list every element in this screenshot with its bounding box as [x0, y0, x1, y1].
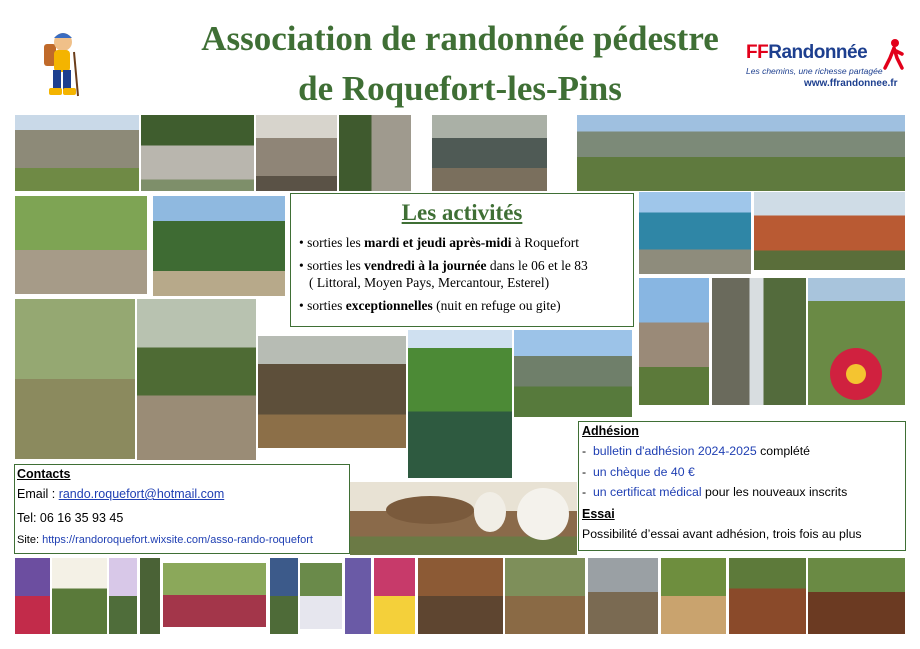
mushroom-icon — [350, 482, 577, 555]
photo-olive-tree — [15, 196, 147, 294]
photo-flower-2 — [52, 558, 107, 634]
photo-flower-6 — [300, 563, 342, 629]
logo-tagline: Les chemins, une richesse partagée — [746, 66, 883, 76]
photo-alpine-valley — [514, 330, 632, 417]
activity-item-3: • sorties exceptionnelles (nuit en refuge ou gite) — [299, 298, 561, 313]
contact-phone: Tel: 06 16 35 93 45 — [17, 511, 124, 525]
dash-1: - — [582, 444, 587, 458]
photo-horse — [729, 558, 806, 634]
logo-url: www.ffrandonnee.fr — [804, 78, 898, 89]
photo-waterfall — [712, 278, 806, 405]
site-label: Site: — [17, 534, 43, 546]
bulletin-link[interactable]: bulletin d'adhésion 2024-2025 — [592, 444, 757, 458]
photo-coast-sea — [639, 192, 751, 274]
adhesion-item-1-rest: complété — [756, 444, 810, 458]
photo-oven — [256, 115, 337, 191]
photo-mushrooms — [350, 482, 577, 555]
walker-logo-icon — [882, 38, 906, 72]
page-title-line1: Association de randonnée pédestre — [201, 19, 719, 58]
contact-site-line — [17, 534, 313, 546]
peony-flower-icon — [808, 278, 905, 405]
photo-group-picnic — [432, 115, 547, 191]
photo-flower-8 — [374, 558, 415, 634]
activity-1-pre: sorties les — [307, 235, 365, 250]
photo-flower-3 — [109, 558, 137, 634]
photo-flower-7 — [345, 558, 371, 634]
dash-2: - — [582, 465, 587, 479]
activity-2-bold: vendredi à la journée — [364, 258, 487, 273]
activity-2-post: dans le 06 et le 83 — [486, 258, 588, 273]
photo-flower-4 — [140, 558, 160, 634]
contact-email-line — [17, 487, 224, 501]
adhesion-item-2 — [582, 465, 695, 479]
photo-stone-ruin — [15, 115, 139, 191]
adhesion-box — [578, 421, 906, 551]
photo-chamois — [661, 558, 726, 634]
site-link[interactable]: https://randoroquefort.wixsite.com/asso-rando-roquefort — [42, 534, 313, 546]
logo-randonnee: Randonnée — [768, 42, 868, 63]
photo-pine-forest — [153, 196, 285, 296]
photo-fountain — [141, 115, 254, 191]
photo-horses-herd — [808, 558, 905, 634]
photo-mountain-valley — [577, 115, 905, 191]
photo-red-rocks — [754, 192, 905, 270]
photo-marmot — [588, 558, 658, 634]
photo-flower-5 — [270, 558, 298, 634]
activity-3-pre: sorties — [307, 298, 346, 313]
activities-title: Les activités — [401, 200, 523, 225]
contacts-title: Contacts — [17, 467, 71, 481]
ffrandonnee-logo — [742, 36, 914, 96]
contacts-box — [14, 464, 350, 554]
adhesion-title: Adhésion — [582, 424, 639, 438]
photo-dry-leaves — [418, 558, 503, 634]
adhesion-item-1 — [582, 444, 810, 458]
page-title-line2: de Roquefort-les-Pins — [298, 69, 622, 108]
dash-3: - — [582, 485, 587, 499]
activity-2-sub: ( Littoral, Moyen Pays, Mercantour, Esterel) — [309, 275, 550, 290]
photo-stone-hut — [339, 115, 411, 191]
photo-lake-reflection — [408, 330, 512, 478]
activity-item-1: • sorties les mardi et jeudi après-midi à Roquefort — [299, 235, 579, 250]
photo-autumn-forest — [258, 336, 406, 448]
photo-peony — [808, 278, 905, 405]
photo-hikers-path — [137, 299, 256, 460]
logo-ff: FF — [746, 42, 769, 63]
hiker-mascot-icon — [38, 30, 82, 106]
photo-rock-spire — [639, 278, 709, 405]
photo-shrubs — [15, 299, 135, 459]
cheque-link[interactable]: un chèque de 40 € — [592, 465, 695, 479]
activities-box — [290, 193, 634, 327]
activity-1-bold: mardi et jeudi après-midi — [364, 235, 512, 250]
activity-3-bold: exceptionnelles — [345, 298, 433, 313]
photo-flower-1 — [15, 558, 50, 634]
photo-ibex — [505, 558, 585, 634]
photo-orchids — [163, 563, 266, 627]
essai-text: Possibilité d’essai avant adhésion, trois fois au plus — [582, 527, 862, 541]
certificat-link[interactable]: un certificat médical — [592, 485, 702, 499]
activity-2-pre: sorties les — [307, 258, 365, 273]
adhesion-item-3-rest: pour les nouveaux inscrits — [701, 485, 848, 499]
activity-3-post: (nuit en refuge ou gite) — [432, 298, 561, 313]
email-link[interactable]: rando.roquefort@hotmail.com — [58, 487, 225, 501]
email-label: Email : — [17, 487, 59, 501]
activity-1-post: à Roquefort — [511, 235, 579, 250]
essai-title: Essai — [582, 507, 615, 521]
activity-item-2: • sorties les vendredi à la journée dans le 06 et le 83 ( Littoral, Moyen Pays, Mercantour, Esterel) — [299, 258, 588, 290]
adhesion-item-3 — [582, 485, 847, 499]
